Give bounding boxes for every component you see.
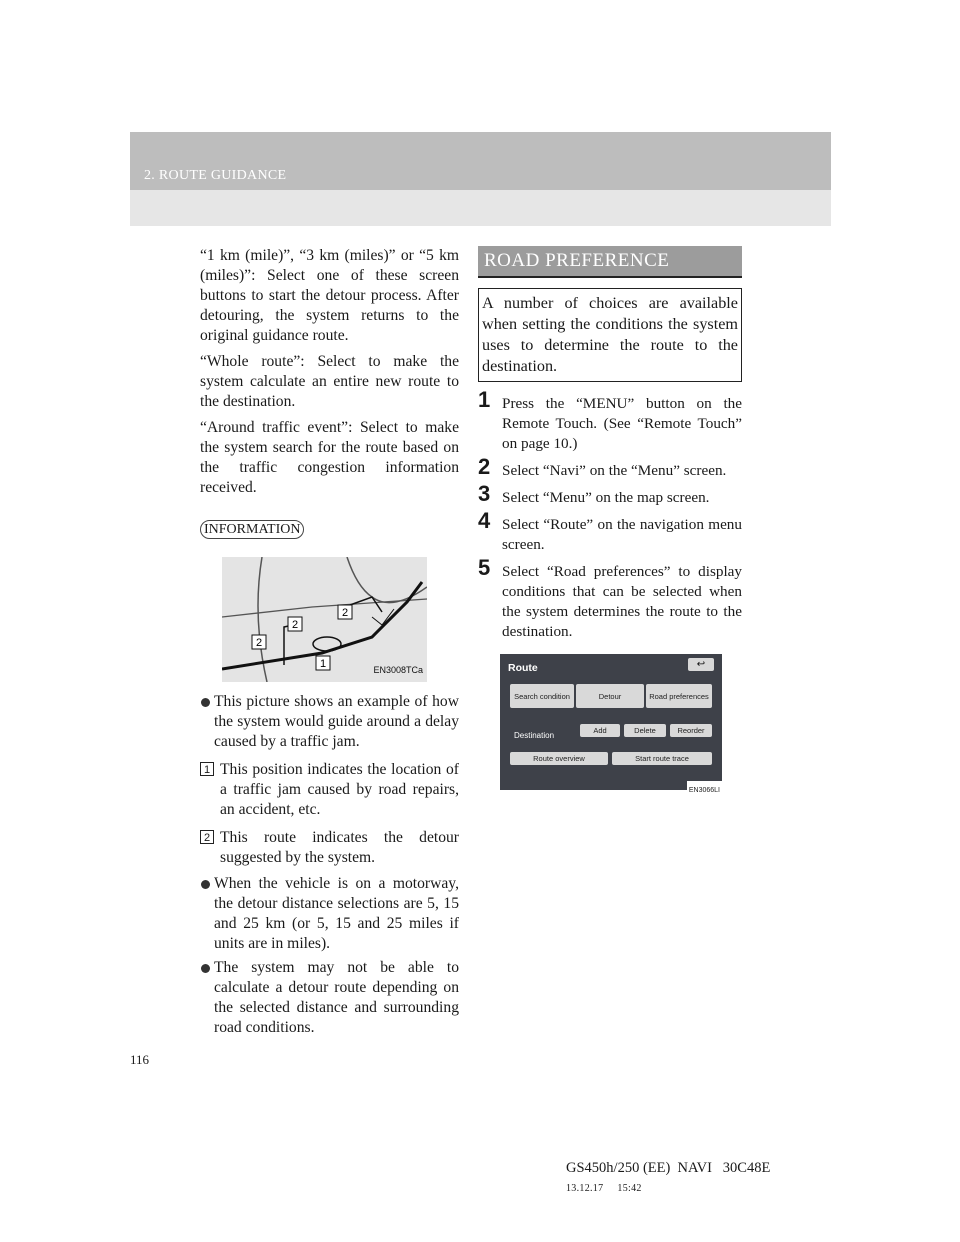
step-number-1: 1 [478,387,491,412]
legend-item-2 [200,828,459,868]
header-subbar [130,190,831,226]
legend-text-2: This route indicates the detour suggested by the system. [220,829,459,866]
procedure-steps [478,387,742,642]
legend-text-1: This position indicates the location of a traffic jam caused by road repairs, an accident, etc. [220,761,459,818]
section-header-title: 2. ROUTE GUIDANCE [144,168,287,183]
step-3 [478,481,742,508]
info-bullet-calculation: The system may not be able to calculate a detour route depending on the selected distance and surrounding road conditions. [200,958,459,1038]
search-condition-button[interactable]: Search condition [510,684,574,708]
step-text-2: Select “Navi” on the “Menu” screen. [502,462,727,479]
step-number-5: 5 [478,555,491,580]
detour-button[interactable]: Detour [576,684,644,708]
step-text-4: Select “Route” on the navigation menu screen. [502,516,742,553]
route-screen-figure [500,654,722,794]
paragraph-whole-route: “Whole route”: Select to make the system calculate an entire new route to the destination. [200,353,459,410]
start-route-trace-button[interactable]: Start route trace [612,752,712,765]
map-marker-1: 1 [319,658,327,670]
step-text-3: Select “Menu” on the map screen. [502,489,710,506]
step-number-2: 2 [478,454,491,479]
figure-code: EN3008TCa [373,665,423,675]
document-code: GS450h/250 (EE) NAVI 30C48E [566,1160,771,1176]
step-text-5: Select “Road preferences” to display conditions that can be selected when the system determines the route to the destination. [502,563,742,640]
detour-map-figure [222,557,427,682]
map-marker-2b: 2 [291,619,299,631]
page-number: 116 [130,1052,150,1067]
road-preferences-button[interactable]: Road preferences [646,684,712,708]
step-number-3: 3 [478,481,491,506]
route-overview-button[interactable]: Route overview [510,752,608,765]
information-label: INFORMATION [200,520,304,539]
step-5 [478,555,742,642]
destination-label: Destination [514,731,555,740]
map-marker-2a: 2 [255,637,263,649]
delete-button[interactable]: Delete [624,724,666,737]
map-marker-2c: 2 [341,607,349,619]
screen-figure-code: EN3066LI [687,781,722,801]
left-column [200,246,459,1038]
back-arrow-icon[interactable]: ↩ [688,658,714,671]
info-bullet-motorway: When the vehicle is on a motorway, the detour distance selections are 5, 15 and 25 km (or 5, 15 and 25 miles if units are in miles). [200,874,459,954]
info-bullets-2 [200,874,459,1038]
info-bullets [200,692,459,752]
step-number-4: 4 [478,508,491,533]
screen-title: Route [508,662,538,674]
step-text-1: Press the “MENU” button on the Remote Touch. (See “Remote Touch” on page 10.) [502,395,742,452]
step-4 [478,508,742,555]
legend-item-1 [200,760,459,820]
print-timestamp: 13.12.17 15:42 [566,1183,642,1194]
intro-box: A number of choices are available when setting the conditions the system uses to determine the route to the destination. [478,288,742,382]
info-bullet-example: This picture shows an example of how the system would guide around a delay caused by a traffic jam. [200,692,459,752]
section-heading-road-preference: ROAD PREFERENCE [478,246,742,278]
step-2 [478,454,742,481]
paragraph-detour-distance: “1 km (mile)”, “3 km (miles)” or “5 km (miles)”: Select one of these screen buttons to start the detour process. After detouring, the system returns to the original guidance route. [200,247,459,344]
legend-number-1: 1 [200,762,214,776]
paragraph-around-traffic: “Around traffic event”: Select to make the system search for the route based on the traffic congestion information received. [200,419,459,496]
reorder-button[interactable]: Reorder [670,724,712,737]
header-bar [130,132,831,190]
step-1 [478,387,742,454]
right-column [478,246,742,794]
legend-number-2: 2 [200,830,214,844]
add-button[interactable]: Add [580,724,620,737]
